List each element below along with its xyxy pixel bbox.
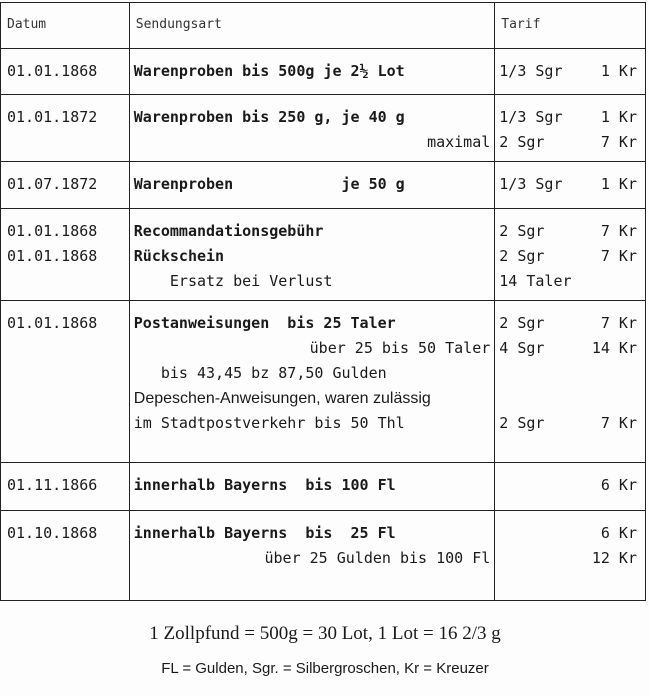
sendungsart-text: Warenproben bis 500g je 2½ Lot [133, 62, 405, 80]
tarif-line [497, 546, 641, 571]
sendungsart-cell [129, 463, 495, 511]
date-cell [1, 301, 130, 463]
tarif-kr: 6 Kr [600, 524, 637, 542]
footer-weight-note: 1 Zollpfund = 500g = 30 Lot, 1 Lot = 16 2/3 g [149, 623, 501, 644]
table-row [1, 209, 646, 301]
tarif-line [497, 172, 641, 197]
sendungsart-text: im Stadtpostverkehr bis 50 Thl [133, 414, 405, 432]
date-cell [1, 49, 130, 95]
tarif-kr: 12 Kr [591, 549, 637, 567]
table-row [1, 301, 646, 463]
table-row [1, 511, 646, 601]
date-cell [1, 209, 130, 301]
header-datum [1, 3, 130, 49]
tarif-line [497, 269, 641, 294]
sendungsart-cell [129, 95, 495, 162]
sendungsart-text: Warenproben je 50 g [133, 175, 405, 193]
tarif-kr: 7 Kr [600, 414, 637, 432]
table-row [1, 95, 646, 162]
tarif-cell [495, 511, 646, 601]
tarif-kr: 1 Kr [600, 108, 637, 126]
table-row [1, 463, 646, 511]
date-value: 01.11.1866 [7, 476, 98, 494]
sendungsart-text: maximal [427, 133, 491, 151]
tarif-cell [495, 463, 646, 511]
postal-rates-table [0, 2, 646, 601]
tarif-line [497, 130, 641, 155]
date-cell [1, 463, 130, 511]
tarif-sgr: 2 Sgr [499, 222, 545, 240]
table-row [1, 49, 646, 95]
tarif-line [497, 244, 641, 269]
header-tarif-label: Tarif [501, 17, 541, 32]
sendungsart-text: innerhalb Bayerns bis 25 Fl [133, 524, 396, 542]
date-value: 01.01.1872 [7, 108, 98, 126]
tarif-sgr: 4 Sgr [499, 339, 545, 357]
tarif-line [497, 59, 641, 84]
header-sendungsart-label: Sendungsart [135, 17, 222, 32]
date-value: 01.10.1868 [7, 524, 98, 542]
sendungsart-text: über 25 Gulden bis 100 Fl [264, 549, 491, 567]
date-value: 01.01.1868 [7, 247, 98, 265]
date-value: 01.07.1872 [7, 175, 98, 193]
date-value: 01.01.1868 [7, 222, 98, 240]
sendungsart-cell [129, 49, 495, 95]
tarif-cell [495, 95, 646, 162]
tarif-kr: 7 Kr [600, 314, 637, 332]
tarif-kr: 7 Kr [600, 222, 637, 240]
tarif-sgr: 1/3 Sgr [499, 62, 563, 80]
date-cell [1, 95, 130, 162]
tarif-cell [495, 209, 646, 301]
date-value: 01.01.1868 [7, 62, 98, 80]
tarif-line [497, 386, 641, 411]
sendungsart-text: innerhalb Bayerns bis 100 Fl [133, 476, 396, 494]
sendungsart-text: bis 43,45 bz 87,50 Gulden [133, 364, 387, 382]
sendungsart-cell [129, 301, 495, 463]
tarif-kr: 6 Kr [600, 476, 637, 494]
tarif-line [497, 336, 641, 361]
tarif-kr: 7 Kr [600, 247, 637, 265]
header-datum-label: Datum [7, 17, 47, 32]
tarif-sgr: 14 Taler [499, 272, 572, 290]
tarif-line [497, 311, 641, 336]
tarif-line [497, 473, 641, 498]
tarif-line [497, 411, 641, 436]
tarif-sgr: 1/3 Sgr [499, 175, 563, 193]
tarif-cell [495, 162, 646, 209]
sendungsart-text: Depeschen-Anweisungen, waren zulässig [133, 390, 431, 407]
sendungsart-cell [129, 162, 495, 209]
table-row [1, 162, 646, 209]
tarif-line [497, 361, 641, 386]
sendungsart-text: Ersatz bei Verlust [133, 272, 333, 290]
tarif-cell [495, 301, 646, 463]
sendungsart-text: Postanweisungen bis 25 Taler [133, 314, 396, 332]
tarif-kr: 1 Kr [600, 175, 637, 193]
tarif-line [497, 219, 641, 244]
footer-abbreviations: FL = Gulden, Sgr. = Silbergroschen, Kr = Kreuzer [161, 660, 489, 677]
tarif-sgr: 2 Sgr [499, 133, 545, 151]
tarif-kr: 1 Kr [600, 62, 637, 80]
table-header-row [1, 3, 646, 49]
tarif-line [497, 105, 641, 130]
sendungsart-text: Recommandationsgebühr [133, 222, 324, 240]
sendungsart-cell [129, 209, 495, 301]
tarif-kr: 7 Kr [600, 133, 637, 151]
sendungsart-text: über 25 bis 50 Taler [309, 339, 491, 357]
tarif-sgr: 2 Sgr [499, 314, 545, 332]
sendungsart-text: Warenproben bis 250 g, je 40 g [133, 108, 405, 126]
tarif-kr: 14 Kr [591, 339, 637, 357]
table-body [1, 49, 646, 601]
date-cell [1, 511, 130, 601]
tarif-sgr: 1/3 Sgr [499, 108, 563, 126]
sendungsart-text: Rückschein [133, 247, 225, 265]
header-sendungsart [129, 3, 495, 49]
tarif-line [497, 521, 641, 546]
header-tarif [495, 3, 646, 49]
date-value: 01.01.1868 [7, 314, 98, 332]
tarif-cell [495, 49, 646, 95]
sendungsart-cell [129, 511, 495, 601]
tarif-sgr: 2 Sgr [499, 414, 545, 432]
tarif-sgr: 2 Sgr [499, 247, 545, 265]
date-cell [1, 162, 130, 209]
